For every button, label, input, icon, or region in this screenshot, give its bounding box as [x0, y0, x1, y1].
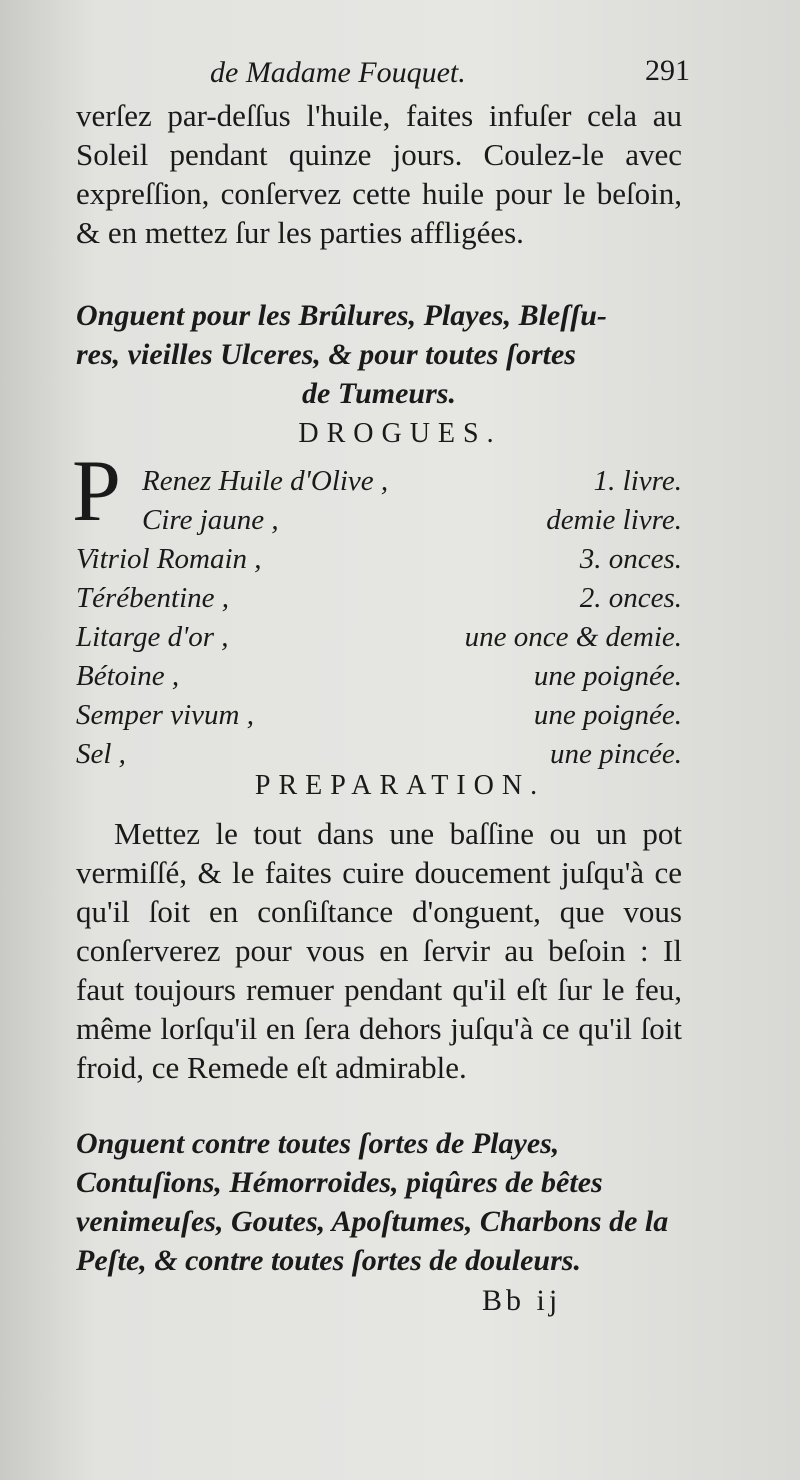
ingredient-name: Bétoine , [76, 660, 180, 692]
heading-line-1: Onguent pour les Brûlures, Playes, Bleſſu- [76, 299, 607, 332]
drop-cap: P [72, 443, 121, 540]
ingredient-name: Vitriol Romain , [76, 543, 262, 575]
ingredient-name: Térébentine , [76, 582, 230, 614]
ingredient-quantity: demie livre. [546, 504, 682, 536]
drogues-label: DROGUES. [298, 418, 502, 449]
recipe-heading-wounds: Onguent contre toutes ſortes de Playes, Contuſions, Hémorroides, piqûres de bêtes venimeuſes, Goutes, Apoſtumes, Charbons de la Peſte, & contre toutes ſortes de douleurs. [76, 1127, 669, 1277]
ingredient-row [76, 579, 682, 618]
preparation-label: PREPARATION. [254, 770, 546, 801]
ingredient-row [76, 696, 682, 735]
heading-line-2: res, vieilles Ulceres, & pour toutes ſortes [76, 338, 576, 371]
ingredient-name: Litarge d'or , [76, 621, 229, 653]
ingredient-row [76, 618, 682, 657]
ingredient-name: Semper vivum , [76, 699, 254, 731]
ingredient-name: Sel , [76, 738, 126, 770]
recipe-heading-burns [76, 296, 682, 413]
signature-mark: Bb ij [482, 1284, 562, 1317]
ingredient-quantity: une once & demie. [464, 621, 682, 653]
page-number: 291 [645, 54, 690, 87]
ingredient-quantity: 3. onces. [579, 543, 682, 575]
ingredient-row [76, 657, 682, 696]
running-title: de Madame Fouquet. [210, 56, 466, 89]
ingredient-row [76, 501, 682, 540]
preparation-paragraph: Mettez le tout dans une baſſine ou un pot vermiſſé, & le faites cuire doucement juſqu'à ce qu'il ſoit en conſiſtance d'onguent, que vous conſerverez pour vous en ſervir au beſoin : Il faut toujours remuer pendant qu'il eſt ſur le feu, même lorſqu'il en ſera dehors juſqu'à ce qu'il ſoit froid, ce Remede eſt admirable. [76, 816, 682, 1085]
page-header [70, 52, 690, 102]
ingredient-quantity: une pincée. [549, 738, 682, 770]
ingredient-quantity: 1. livre. [593, 465, 682, 497]
paragraph-continuation: verſez par-deſſus l'huile, faites infuſer cela au Soleil pendant quinze jours. Coulez-le avec expreſſion, conſervez cette huile pour le beſoin, & en mettez ſur les parties affligées. [76, 98, 682, 250]
ingredient-quantity: une poignée. [533, 699, 682, 731]
ingredient-row [76, 462, 682, 501]
ingredient-row [76, 735, 682, 774]
ingredient-list [76, 462, 682, 774]
ingredient-quantity: 2. onces. [579, 582, 682, 614]
ingredient-quantity: une poignée. [533, 660, 682, 692]
ingredient-name: Cire jaune , [142, 504, 279, 536]
ingredient-row [76, 540, 682, 579]
heading-line-3: de Tumeurs. [302, 377, 456, 410]
ingredient-name: Renez Huile d'Olive , [142, 465, 389, 497]
